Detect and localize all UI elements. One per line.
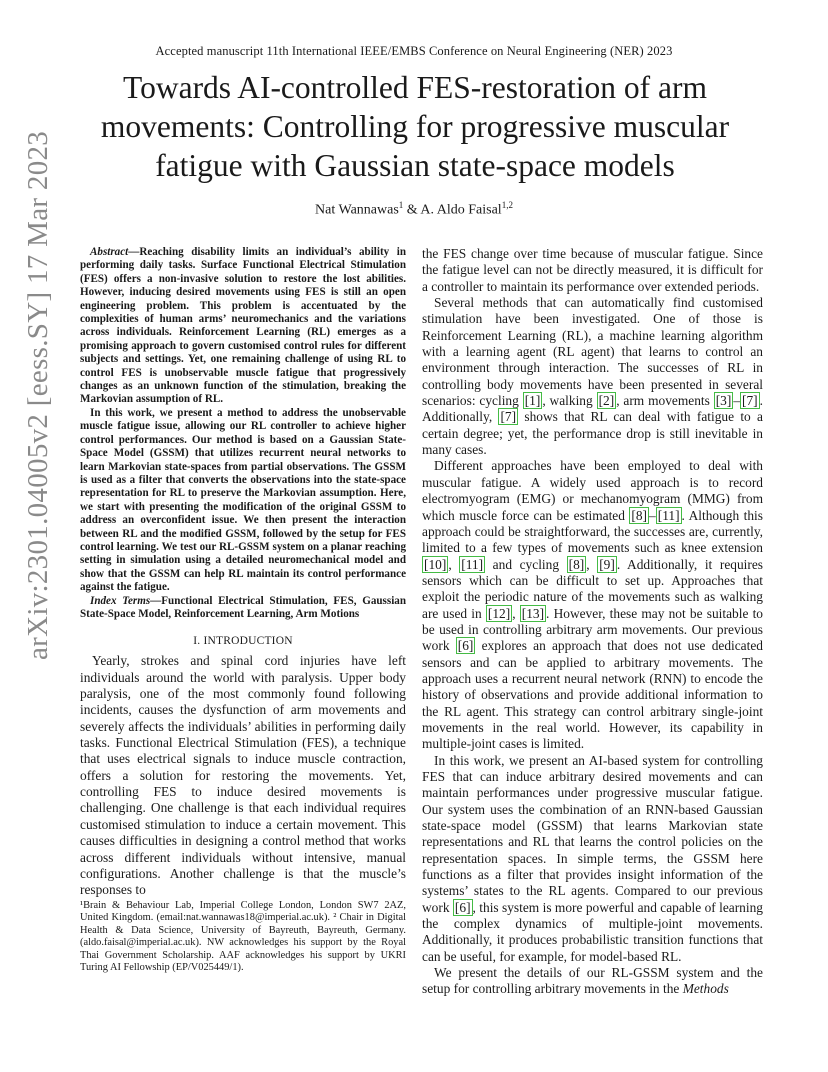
intro-text (80, 653, 406, 898)
citation-link[interactable]: [7] (742, 393, 758, 409)
header-note: Accepted manuscript 11th International IEEE/EMBS Conference on Neural Engineering (NER) 2023 (155, 44, 673, 58)
citation-link[interactable]: [13] (521, 605, 545, 621)
citation-link[interactable]: [6] (454, 899, 471, 915)
index-terms (80, 595, 406, 622)
citation-link[interactable]: [8] (568, 556, 585, 572)
author-separator: & (403, 202, 421, 218)
affiliation-mark: 1 (398, 200, 404, 210)
text-run: , arm movements (616, 393, 714, 409)
abstract-paragraph (80, 246, 406, 407)
index-terms-lead: Index Terms (90, 594, 151, 607)
text-run: . Although this approach could be straightforward, the successes are, currently, limited to a few types of movements such as knee extension (422, 507, 763, 556)
abstract-text: —Reaching disability limits an individual’s ability in performing daily tasks. Surface Functional Electrical Stimulation (FES) offers a non-invasive solution to restore the lost abilities. However, inducing desired movements using FES is still an open engineering problem. This problem is accentuated by the complexities of human arms’ neuromechanics and the variations across individuals. Reinforcement Learning (RL) emerges as a promising approach to govern customised control rules for different subjects and settings. Yet, one remaining challenge of using RL to control FES is unobservable muscle fatigue that progressively changes as an unknown function of the stimulation, breaking the Markovian assumption of RL. (80, 246, 406, 406)
body-paragraph (422, 753, 763, 965)
author-name: A. Aldo Faisal (420, 202, 502, 218)
text-run: In this work, we present an AI-based system for controlling FES that can induce arbitrary desired movements and can maintain performances under progressive muscular fatigue. Our system uses the combination of an RNN-based Gaussian state-space model (GSSM) that learns Markovian state representations and RL that learns the control policies on the representation spaces. In simple terms, the GSSM here functions as a filter that provides insight information of the systems’ states to the RL agents. Compared to our previous work (422, 752, 763, 915)
text-run: , walking (542, 393, 597, 409)
citation-link[interactable]: [2] (598, 393, 615, 409)
body-paragraph (422, 458, 763, 752)
body-paragraph (422, 965, 763, 998)
citation-link[interactable]: [12] (487, 605, 511, 621)
affiliation-mark: 1,2 (501, 200, 513, 210)
text-run: Different approaches have been employed to deal with muscular fatigue. A widely used approach is to record electromyogram (EMG) or mechanomyogram (MMG) from which muscle force can be estimated (422, 458, 763, 523)
text-run: shows that RL can deal with fatigue to a certain degree; yet, the performance drop is still inevitable in many cases. (422, 409, 763, 458)
citation-link[interactable]: [11] (461, 556, 484, 572)
citation-link[interactable]: [9] (599, 556, 615, 572)
abstract-lead: Abstract (90, 246, 129, 258)
body-paragraph: Yearly, strokes and spinal cord injuries have left individuals around the world with paralysis. Upper body paralysis, one of the most commonly found following incidents, causes the dysfunction of arm movements and severely affects the individuals’ abilities in performing daily tasks. Functional Electrical Stimulation (FES), a technique that uses electrical signals to induce muscle contraction, offers a solution for restoring the movements. Yet, controlling FES to induce desired movements is challenging. One challenge is that each individual requires customised stimulation to induce a certain movement. This causes difficulties in designing a control method that works across different individuals without intensive, manual configurations. Another challenge is that the muscle’s responses to (80, 653, 406, 898)
text-run: – (649, 507, 656, 523)
text-run: . Additionally, it requires sensors which can be difficult to set up. Approaches that exploit the periodic nature of the movements such as walking are used in (422, 556, 763, 621)
citation-link[interactable]: [1] (524, 393, 541, 409)
text-run: We present the details of our RL-GSSM system and the setup for controlling arbitrary movements in the (422, 965, 763, 997)
emphasized-text: Methods (682, 981, 729, 997)
text-run: – (733, 393, 741, 409)
citation-link[interactable]: [3] (715, 393, 732, 409)
text-run: explores an approach that does not use dedicated sensors and can be applied to arbitrary movements. The approach uses a recurrent neural network (RNN) to encode the history of observations and provide additional information to the RL agent. This strategy can control arbitrary single-joint movements in the real world. However, its capability in multiple-joint cases is limited. (422, 638, 763, 752)
arxiv-identifier: arXiv:2301.04005v2 [eess.SY] 17 Mar 2023 (22, 130, 54, 660)
left-column (80, 246, 406, 899)
citation-link[interactable]: [11] (657, 507, 680, 523)
footnote: ¹Brain & Behaviour Lab, Imperial College London, London SW7 2AZ, United Kingdom. (email:nat.wannawas18@imperial.ac.uk). ² Chair in Digital Health & Data Science, University of Bayreuth, Bayreuth, Germany. (aldo.faisal@imperial.ac.uk). NW acknowledges his support by the Royal Thai Government Scholarship. AAF acknowledges his support by UKRI Turing AI Fellowship (EP/V025449/1). (80, 900, 406, 974)
body-paragraph: the FES change over time because of muscular fatigue. Since the fatigue level can not be directly measured, it is difficult for a controller to maintain its performance over extended periods. (422, 246, 763, 294)
text-run: . However, these may not be suitable to be used in controlling arbitrary arm movements. Our previous work (422, 605, 763, 654)
section-heading: I. INTRODUCTION (193, 635, 293, 648)
right-column (422, 246, 763, 998)
abstract-paragraph: In this work, we present a method to address the unobservable muscle fatigue issue, allowing our RL controller to achieve higher control performances. Our method is based on a Gaussian State-Space Model (GSSM) that utilizes recurrent neural networks to learn Markovian state-spaces from partial observations. The GSSM is used as a filter that converts the observations into the state-space representation for RL to preserve the Markovian assumption. Here, we start with presenting the modification of the original GSSM to address an overconfident issue. We then present the interaction between RL and the modified GSSM, followed by the setup for FES control learning. We test our RL-GSSM system on a planar reaching setting in simulation using a detailed neuromechanical model and show that the GSSM can help RL maintain its control performance against the fatigue. (80, 406, 406, 594)
text-run: , (512, 605, 520, 621)
citation-link[interactable]: [7] (500, 409, 517, 425)
text-run: , (586, 556, 598, 572)
text-run: Several methods that can automatically find customised stimulation have been investigated. One of those is Reinforcement Learning (RL), a machine learning algorithm with a learning agent (RL agent) that learns to control an environment through interaction. The successes of RL in controlling body movements have been presented in several scenarios: cycling (422, 295, 763, 409)
text-run: and cycling (485, 556, 567, 572)
citation-link[interactable]: [8] (631, 507, 648, 523)
citation-link[interactable]: [6] (457, 638, 474, 654)
abstract (80, 246, 406, 621)
text-run: . Additionally, (422, 393, 764, 425)
paper-title: Towards AI-controlled FES-restoration of arm movements: Controlling for progressive muscular fatigue with Gaussian state-space models (100, 70, 730, 183)
author-name: Nat Wannawas (315, 202, 399, 218)
authors (0, 200, 828, 219)
text-run: , (448, 556, 460, 572)
citation-link[interactable]: [10] (424, 556, 447, 572)
body-paragraph (422, 295, 763, 458)
text-run: , this system is more powerful and capable of learning the complex dynamics of multiple-joint movements. Additionally, it produces probabilistic transition functions that can be useful, for example, for model-based RL. (422, 899, 763, 964)
index-terms-text: —Functional Electrical Stimulation, FES, Gaussian State-Space Model, Reinforcement Learning, Arm Motions (80, 594, 406, 620)
